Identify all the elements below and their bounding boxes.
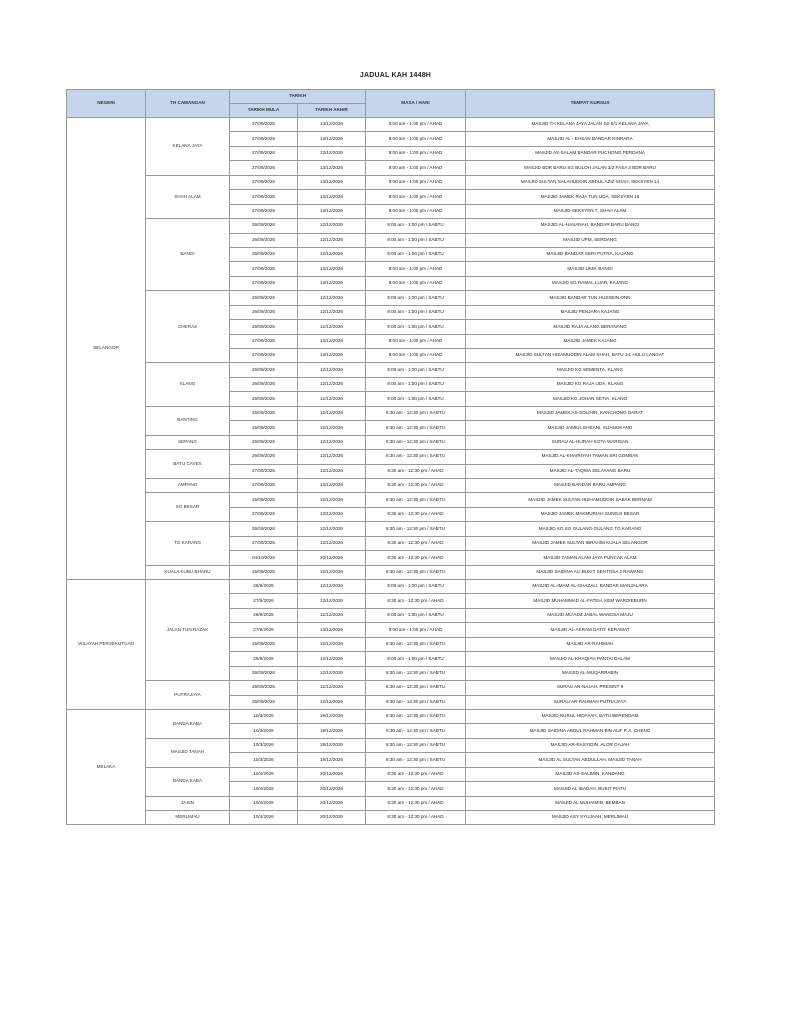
tarikh-akhir-cell: 12/12/2026 [298, 305, 366, 319]
tarikh-akhir-cell: 13/12/2026 [298, 204, 366, 218]
tarikh-akhir-cell: 19/12/2026 [298, 753, 366, 767]
cawangan-cell: BATU CAVES [146, 450, 230, 479]
tarikh-akhir-cell: 13/12/2026 [298, 190, 366, 204]
tarikh-mula-cell: 27/09/2026 [230, 204, 298, 218]
masa-hari-cell: 9:00 am - 1:00 pm / AHAD [366, 190, 466, 204]
tempat-kursus-cell: MASJID BANDAR BARU AMPANG [466, 478, 715, 492]
tempat-kursus-cell: MASJID UPM, SERDANG [466, 233, 715, 247]
masa-hari-cell: 8:30 am - 12:30 pm / AHAD [366, 478, 466, 492]
masa-hari-cell: 9:00 am - 1:00 pm / AHAD [366, 623, 466, 637]
tarikh-mula-cell: 26/09/2026 [230, 392, 298, 406]
table-row [67, 450, 715, 464]
tarikh-mula-cell: 26/09/2026 [230, 637, 298, 651]
masa-hari-cell: 9:00 am - 1:00 pm / SABTU [366, 392, 466, 406]
table-row [67, 219, 715, 233]
tarikh-mula-cell: 27/09/2026 [230, 175, 298, 189]
tempat-kursus-cell: MASJID TAMAN ALAM JAYA PUNCAK ALAM [466, 551, 715, 565]
tarikh-mula-cell: 27/09/2026 [230, 190, 298, 204]
masa-hari-cell: 9:00 am - 1:00 pm / SABTU [366, 580, 466, 594]
masa-hari-cell: 8:30 am - 12:30 pm / SABTU [366, 493, 466, 507]
tempat-kursus-cell: MASJID SULTAN SALAHUDDIN ABDUL AZIZ SHAH, SEKSYEN 14 [466, 175, 715, 189]
tarikh-mula-cell: 26/09/2026 [230, 291, 298, 305]
tempat-kursus-cell: MASJID ASY SYUJAAH, MERLIMAU [466, 811, 715, 825]
tarikh-akhir-cell: 20/12/2026 [298, 782, 366, 796]
schedule-table [66, 89, 715, 825]
tempat-kursus-cell: MASJID AL IBADAH, BUKIT PIATU [466, 782, 715, 796]
tempat-kursus-cell: SURAU AR-RAHMAN PUTRAJAYA [466, 695, 715, 709]
tarikh-mula-cell: 27/09/2026 [230, 118, 298, 132]
masa-hari-cell: 8:30 am - 12:30 pm / AHAD [366, 551, 466, 565]
masa-hari-cell: 8:30 am - 12:30 pm / AHAD [366, 782, 466, 796]
tarikh-mula-cell: 26/09/2026 [230, 363, 298, 377]
table-row [67, 580, 715, 594]
tarikh-mula-cell: 26/09/2026 [230, 421, 298, 435]
masa-hari-cell: 9:00 am - 1:00 pm / AHAD [366, 349, 466, 363]
tarikh-mula-cell: 26/09/2026 [230, 377, 298, 391]
header-tarikh: TARIKH [230, 90, 366, 104]
cawangan-cell: PUTRAJAYA [146, 681, 230, 710]
masa-hari-cell: 8:30 am - 12:30 pm / SABTU [366, 421, 466, 435]
tarikh-akhir-cell: 13/12/2026 [298, 161, 366, 175]
masa-hari-cell: 8:30 am - 12:30 pm / SABTU [366, 753, 466, 767]
masa-hari-cell: 8:30 am - 12:30 pm / AHAD [366, 796, 466, 810]
tempat-kursus-cell: MASJID BDR BARU SG BULOH JALAN 3/2 FASA 3 BDR BARU [466, 161, 715, 175]
tempat-kursus-cell: MASJID KG SEMENTA, KLANG [466, 363, 715, 377]
tempat-kursus-cell: MASJID AL - EHSAN BANDAR KINRARA [466, 132, 715, 146]
tarikh-akhir-cell: 12/12/2026 [298, 233, 366, 247]
cawangan-cell: SEPANG [146, 435, 230, 449]
tarikh-akhir-cell: 19/12/2026 [298, 738, 366, 752]
masa-hari-cell: 8:30 am - 12:30 pm / SABTU [366, 695, 466, 709]
negeri-cell: MELAKA [67, 709, 146, 825]
table-row [67, 796, 715, 810]
masa-hari-cell: 9:00 am - 1:00 pm / AHAD [366, 146, 466, 160]
header-masa-hari: MASA / HARI [366, 90, 466, 118]
masa-hari-cell: 9:00 am - 1:00 pm / SABTU [366, 652, 466, 666]
tarikh-mula-cell: 26/9/2026 [230, 652, 298, 666]
tempat-kursus-cell: MASJID SULTAN HISAMUDDIN ALAM SHAH, BATU 14, HULU LANGAT [466, 349, 715, 363]
table-row [67, 118, 715, 132]
tarikh-akhir-cell: 12/12/2026 [298, 681, 366, 695]
tempat-kursus-cell: MASJID AS-SALAM BANDAR PUCHONG PERDANA [466, 146, 715, 160]
tarikh-akhir-cell: 12/12/2026 [298, 652, 366, 666]
cawangan-cell: SHAH ALAM [146, 175, 230, 218]
tarikh-akhir-cell: 12/12/2026 [298, 247, 366, 261]
tarikh-akhir-cell: 13/12/2026 [298, 464, 366, 478]
tarikh-akhir-cell: 12/12/2026 [298, 406, 366, 420]
cawangan-cell: SG BESAR [146, 493, 230, 522]
masa-hari-cell: 8:30 am - 12:30 pm / SABTU [366, 406, 466, 420]
masa-hari-cell: 8:30 am - 12:30 pm / SABTU [366, 522, 466, 536]
tarikh-mula-cell: 26/09/2026 [230, 681, 298, 695]
masa-hari-cell: 9:00 am - 1:00 pm / AHAD [366, 132, 466, 146]
tempat-kursus-cell: SURAU AN-NAJAH, PRESINT 9 [466, 681, 715, 695]
tempat-kursus-cell: MASJID AR-RASYIDIN, ALOR GAJAH [466, 738, 715, 752]
cawangan-cell: AMPANG [146, 478, 230, 492]
table-row [67, 435, 715, 449]
tempat-kursus-cell: MASJID AL-KHAIRIYAH TAMAN SRI GOMBAK [466, 450, 715, 464]
tarikh-akhir-cell: 19/12/2026 [298, 709, 366, 723]
tempat-kursus-cell: MASJID AL SULTAN ABDULLAH, MASJID TANAH [466, 753, 715, 767]
tempat-kursus-cell: MASJID JAMEK SULTAN HISHAMUDDIN SABAK BERNAM [466, 493, 715, 507]
tarikh-mula-cell: 27/9/2026 [230, 623, 298, 637]
tarikh-mula-cell: 27/09/2026 [230, 464, 298, 478]
tempat-kursus-cell: MASJID AR-RAHIMAH [466, 637, 715, 651]
tempat-kursus-cell: MASJID UKM, BANGI [466, 262, 715, 276]
tarikh-mula-cell: 27/09/2026 [230, 349, 298, 363]
tarikh-mula-cell: 10/3/2026 [230, 709, 298, 723]
tarikh-akhir-cell: 12/12/2026 [298, 522, 366, 536]
header-cawangan: TH CAWANGAN [146, 90, 230, 118]
cawangan-cell: BANGI [146, 219, 230, 291]
masa-hari-cell: 9:00 am - 1:00 pm / AHAD [366, 175, 466, 189]
masa-hari-cell: 9:00 am - 1:00 pm / SABTU [366, 320, 466, 334]
tarikh-akhir-cell: 13/12/2026 [298, 118, 366, 132]
tempat-kursus-cell: MASJID AL-AKRAM DATO' KERAMAT [466, 623, 715, 637]
tarikh-mula-cell: 26/09/2026 [230, 219, 298, 233]
tempat-kursus-cell: MASJID SG RAMAL LUAR, KAJANG [466, 276, 715, 290]
cawangan-cell: KUALA KUBU BHARU [146, 565, 230, 579]
cawangan-cell: BANTING [146, 406, 230, 435]
tempat-kursus-cell: MASJID KG RAJA UDA, KLANG [466, 377, 715, 391]
masa-hari-cell: 9:00 am - 1:00 pm / AHAD [366, 276, 466, 290]
tarikh-akhir-cell: 13/12/2026 [298, 594, 366, 608]
tarikh-mula-cell: 27/09/2026 [230, 276, 298, 290]
masa-hari-cell: 9:00 am - 1:00 pm / SABTU [366, 608, 466, 622]
tempat-kursus-cell: MASJID BANDAR SERI PUTRA, KAJANG [466, 247, 715, 261]
tarikh-mula-cell: 26/9/2026 [230, 608, 298, 622]
header-negeri: NEGERI [67, 90, 146, 118]
tempat-kursus-cell: MASJID SAIDINA ALI BUKIT SENTOSA 2 RAWANG [466, 565, 715, 579]
tarikh-mula-cell: 04/10/2026 [230, 551, 298, 565]
tarikh-akhir-cell: 12/12/2026 [298, 320, 366, 334]
tarikh-mula-cell: 26/09/2026 [230, 522, 298, 536]
tarikh-akhir-cell: 13/12/2026 [298, 507, 366, 521]
table-row [67, 493, 715, 507]
masa-hari-cell: 8:30 am - 12:30 pm / AHAD [366, 811, 466, 825]
tarikh-akhir-cell: 12/12/2026 [298, 695, 366, 709]
cawangan-cell: CHERAS [146, 291, 230, 363]
masa-hari-cell: 8:30 am - 12:30 pm / SABTU [366, 666, 466, 680]
tarikh-mula-cell: 26/09/2026 [230, 450, 298, 464]
tempat-kursus-cell: MASJID BANDAR TUN HUSSEIN ONN [466, 291, 715, 305]
tempat-kursus-cell: MASJID AL-TAQWA SELAYANG BARU [466, 464, 715, 478]
tarikh-mula-cell: 27/09/2026 [230, 334, 298, 348]
header-tarikh-mula: TARIKH MULA [230, 104, 298, 118]
masa-hari-cell: 9:00 am - 1:00 pm / SABTU [366, 291, 466, 305]
tarikh-akhir-cell: 12/12/2026 [298, 435, 366, 449]
tempat-kursus-cell: MASJID JAMEK MAKMURIAH SUNGAI BESAR [466, 507, 715, 521]
cawangan-cell: KLANG [146, 363, 230, 406]
table-row [67, 709, 715, 723]
tempat-kursus-cell: MASJID MU'ADZ JABAL WANGSA MAJU [466, 608, 715, 622]
tarikh-akhir-cell: 13/12/2026 [298, 132, 366, 146]
tarikh-mula-cell: 26/09/2026 [230, 565, 298, 579]
tarikh-akhir-cell: 12/12/2026 [298, 608, 366, 622]
tarikh-mula-cell: 10/3/2026 [230, 738, 298, 752]
masa-hari-cell: 9:00 am - 1:00 pm / AHAD [366, 204, 466, 218]
tempat-kursus-cell: MASJID JAMEK SULTAN IBRAHIM KUALA SELANGOR [466, 536, 715, 550]
tarikh-akhir-cell: 13/12/2026 [298, 175, 366, 189]
tarikh-akhir-cell: 12/12/2026 [298, 392, 366, 406]
table-row [67, 767, 715, 781]
tempat-kursus-cell: MASJID KG JOHAN SETIA, KLANG [466, 392, 715, 406]
cawangan-cell: KELANA JAYA [146, 118, 230, 176]
table-body [67, 118, 715, 825]
tempat-kursus-cell: MASJID AS-SALIMIN, KANDANG [466, 767, 715, 781]
tarikh-akhir-cell: 12/12/2026 [298, 291, 366, 305]
tarikh-akhir-cell: 12/12/2026 [298, 450, 366, 464]
masa-hari-cell: 8:30 am - 12:30 pm / SABTU [366, 724, 466, 738]
cawangan-cell: JALAN TUN RAZAK [146, 580, 230, 681]
cawangan-cell: TG KARANG [146, 522, 230, 565]
masa-hari-cell: 8:30 am - 12:30 pm / AHAD [366, 464, 466, 478]
tempat-kursus-cell: MASJID AL-KHAQIAH PANTAI DALAM [466, 652, 715, 666]
table-row [67, 738, 715, 752]
tempat-kursus-cell: MASJID SAIDINA ABDUL RAHMAN BIN AUF R.A, CHENG [466, 724, 715, 738]
tarikh-mula-cell: 27/09/2026 [230, 478, 298, 492]
masa-hari-cell: 8:30 am - 12:30 pm / AHAD [366, 507, 466, 521]
masa-hari-cell: 8:30 am - 12:30 pm / SABTU [366, 435, 466, 449]
tarikh-akhir-cell: 20/12/2026 [298, 767, 366, 781]
tarikh-akhir-cell: 12/12/2026 [298, 666, 366, 680]
table-row [67, 478, 715, 492]
table-header [67, 90, 715, 118]
tempat-kursus-cell: MASJID JAMEK AS-SOLIHIN, KANCHONG DARAT [466, 406, 715, 420]
tempat-kursus-cell: MASJID SEKSYEN 7, SHAH ALAM [466, 204, 715, 218]
tempat-kursus-cell: MASJID AL-HASANAH, BANDAR BARU BANGI [466, 219, 715, 233]
tarikh-mula-cell: 26/09/2026 [230, 695, 298, 709]
masa-hari-cell: 8:30 am - 12:30 pm / SABTU [366, 681, 466, 695]
tarikh-mula-cell: 27/09/2026 [230, 132, 298, 146]
tempat-kursus-cell: MASJID PENJARA KAJANG [466, 305, 715, 319]
masa-hari-cell: 8:30 am - 12:30 pm / AHAD [366, 594, 466, 608]
masa-hari-cell: 9:00 am - 1:00 pm / SABTU [366, 363, 466, 377]
tarikh-akhir-cell: 12/12/2026 [298, 637, 366, 651]
tarikh-mula-cell: 26/9/2026 [230, 580, 298, 594]
tarikh-mula-cell: 26/09/2026 [230, 435, 298, 449]
cawangan-cell: JASIN [146, 796, 230, 810]
tempat-kursus-cell: MASJID JAMEK KAJANG [466, 334, 715, 348]
tempat-kursus-cell: MASJID JAMIUL EHSANI, SIJANGKANG [466, 421, 715, 435]
masa-hari-cell: 8:30 am - 12:30 pm / AHAD [366, 536, 466, 550]
table-row [67, 522, 715, 536]
tarikh-mula-cell: 27/09/2026 [230, 146, 298, 160]
table-row [67, 565, 715, 579]
tarikh-akhir-cell: 20/12/2026 [298, 796, 366, 810]
masa-hari-cell: 8:30 am - 12:30 pm / SABTU [366, 450, 466, 464]
cawangan-cell: BANDA KABA [146, 767, 230, 796]
masa-hari-cell: 9:00 am - 1:00 pm / SABTU [366, 305, 466, 319]
tempat-kursus-cell: MASJID MUHAMMAD AL-FATEH, KEM WARDIEBURN [466, 594, 715, 608]
table-row [67, 291, 715, 305]
tarikh-mula-cell: 10/3/2026 [230, 724, 298, 738]
table-row [67, 406, 715, 420]
table-row [67, 811, 715, 825]
tarikh-akhir-cell: 13/12/2026 [298, 536, 366, 550]
tarikh-akhir-cell: 12/12/2026 [298, 493, 366, 507]
tempat-kursus-cell: MASJID JAMEK RAJA TUN UDA, SEKSYEN 16 [466, 190, 715, 204]
tempat-kursus-cell: MASJID TH KELANA JAYA JALAN SS 6/1 KELANA JAYA [466, 118, 715, 132]
tarikh-mula-cell: 10/4/2026 [230, 767, 298, 781]
tempat-kursus-cell: MASJID AL-MUQARRABIN [466, 666, 715, 680]
tarikh-mula-cell: 27/09/2026 [230, 507, 298, 521]
tarikh-akhir-cell: 13/12/2026 [298, 276, 366, 290]
masa-hari-cell: 8:30 am - 12:30 pm / AHAD [366, 767, 466, 781]
tarikh-mula-cell: 26/09/2026 [230, 406, 298, 420]
tarikh-akhir-cell: 12/12/2026 [298, 363, 366, 377]
masa-hari-cell: 8:30 am - 12:30 pm / SABTU [366, 738, 466, 752]
masa-hari-cell: 9:00 am - 1:00 pm / SABTU [366, 233, 466, 247]
tarikh-mula-cell: 27/09/2026 [230, 536, 298, 550]
header-tarikh-akhir: TARIKH AKHIR [298, 104, 366, 118]
tarikh-mula-cell: 10/4/2026 [230, 811, 298, 825]
tarikh-akhir-cell: 12/12/2026 [298, 377, 366, 391]
tarikh-mula-cell: 26/09/2026 [230, 493, 298, 507]
masa-hari-cell: 9:00 am - 1:00 pm / AHAD [366, 262, 466, 276]
table-row [67, 175, 715, 189]
cawangan-cell: MERLIMAU [146, 811, 230, 825]
tarikh-akhir-cell: 13/12/2026 [298, 349, 366, 363]
masa-hari-cell: 8:30 am - 12:30 pm / SABTU [366, 709, 466, 723]
tarikh-akhir-cell: 20/12/2026 [298, 551, 366, 565]
masa-hari-cell: 9:00 am - 1:00 pm / SABTU [366, 219, 466, 233]
tarikh-akhir-cell: 13/12/2026 [298, 478, 366, 492]
masa-hari-cell: 9:00 am - 1:00 pm / SABTU [366, 247, 466, 261]
tarikh-akhir-cell: 13/12/2026 [298, 334, 366, 348]
tempat-kursus-cell: MASJID RAJA ALANG BERANANG [466, 320, 715, 334]
tempat-kursus-cell: MASJID AL MUHAIMIN, BEMBAN [466, 796, 715, 810]
tarikh-akhir-cell: 12/12/2026 [298, 565, 366, 579]
tarikh-mula-cell: 26/09/2026 [230, 233, 298, 247]
tempat-kursus-cell: MASJID KG SG GULANG-GULANG TG KARANG [466, 522, 715, 536]
document-title: JADUAL KAH 1448H [359, 72, 432, 79]
tarikh-akhir-cell: 12/12/2026 [298, 580, 366, 594]
masa-hari-cell: 9:00 am - 1:00 pm / AHAD [366, 334, 466, 348]
negeri-cell: WILAYAH PERSEKUTUAN [67, 580, 146, 710]
tarikh-mula-cell: 10/4/2026 [230, 796, 298, 810]
tempat-kursus-cell: MASJID AL-IMAM AL-GHAZALI, BANDAR MANJALARA [466, 580, 715, 594]
masa-hari-cell: 8:30 am - 12:30 pm / SABTU [366, 565, 466, 579]
masa-hari-cell: 9:00 am - 1:00 pm / SABTU [366, 377, 466, 391]
tarikh-mula-cell: 27/09/2026 [230, 161, 298, 175]
tarikh-mula-cell: 27/09/2026 [230, 262, 298, 276]
masa-hari-cell: 9:00 am - 1:00 pm / AHAD [366, 161, 466, 175]
tarikh-mula-cell: 26/09/2026 [230, 305, 298, 319]
tarikh-akhir-cell: 20/12/2026 [298, 811, 366, 825]
table-row [67, 363, 715, 377]
tarikh-akhir-cell: 12/12/2026 [298, 421, 366, 435]
tarikh-mula-cell: 27/9/2026 [230, 594, 298, 608]
tarikh-akhir-cell: 12/12/2026 [298, 219, 366, 233]
cawangan-cell: BANDA KABA [146, 709, 230, 738]
tarikh-akhir-cell: 13/12/2026 [298, 623, 366, 637]
tarikh-mula-cell: 26/09/2026 [230, 247, 298, 261]
tempat-kursus-cell: MASJID NURUL HIDAYAH, BATU BERENDAM [466, 709, 715, 723]
tarikh-akhir-cell: 13/12/2026 [298, 262, 366, 276]
tarikh-akhir-cell: 13/12/2026 [298, 146, 366, 160]
tarikh-mula-cell: 10/3/2026 [230, 753, 298, 767]
masa-hari-cell: 8:30 am - 12:30 pm / SABTU [366, 637, 466, 651]
tempat-kursus-cell: SURAU AL-HIJRAH KOTA WARISAN [466, 435, 715, 449]
tarikh-akhir-cell: 19/12/2026 [298, 724, 366, 738]
cawangan-cell: MASJID TANAH [146, 738, 230, 767]
tarikh-mula-cell: 26/09/2026 [230, 666, 298, 680]
header-tempat-kursus: TEMPAT KURSUS [466, 90, 715, 118]
table-row [67, 681, 715, 695]
masa-hari-cell: 9:00 am - 1:00 pm / AHAD [366, 118, 466, 132]
negeri-cell: SELANGOR [67, 118, 146, 580]
tarikh-mula-cell: 10/4/2026 [230, 782, 298, 796]
tarikh-mula-cell: 26/09/2026 [230, 320, 298, 334]
